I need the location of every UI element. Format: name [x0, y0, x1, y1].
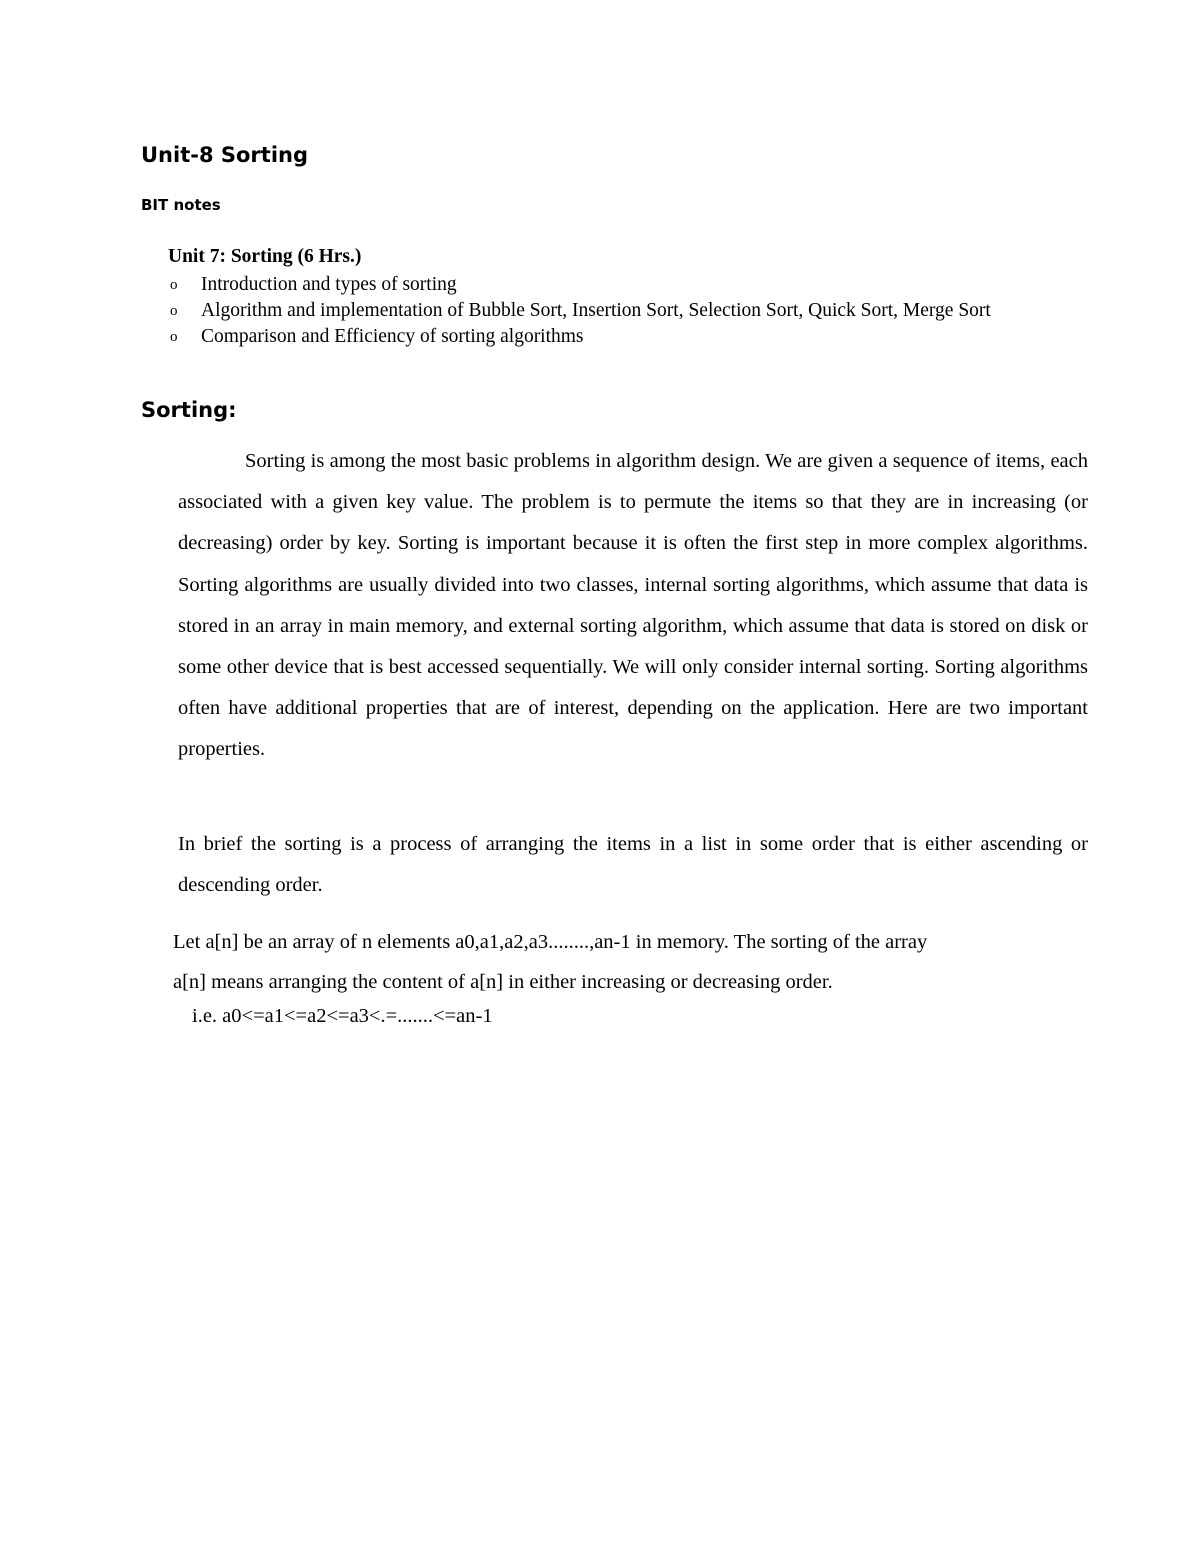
syllabus-item-text: Algorithm and implementation of Bubble Sort, Insertion Sort, Selection Sort, Quick Sort, Merge Sort — [201, 300, 991, 321]
page-title: Unit-8 Sorting — [141, 143, 309, 167]
syllabus-list-item — [168, 324, 1038, 350]
bullet-icon: o — [170, 277, 178, 293]
syllabus-block — [168, 244, 1038, 350]
syllabus-heading: Unit 7: Sorting (6 Hrs.) — [168, 246, 362, 267]
array-definition-line: Let a[n] be an array of n elements a0,a1,a2,a3........,an-1 in memory. The sorting of the array — [173, 931, 928, 953]
syllabus-list — [168, 272, 1038, 350]
array-definition-line: a[n] means arranging the content of a[n] in either increasing or decreasing order. — [173, 971, 833, 993]
bullet-icon: o — [170, 303, 178, 319]
document-subtitle: BIT notes — [141, 196, 221, 214]
intro-paragraph: Sorting is among the most basic problems in algorithm design. We are given a sequence of items, each associated with a given key value. The problem is to permute the items so that they are in increasing (or decreasing) order by key. Sorting is important because it is often the first step in more complex algorithms. Sorting algorithms are usually divided into two classes, internal sorting algorithms, which assume that data is stored in an array in main memory, and external sorting algorithm, which assume that data is stored on disk or some other device that is best accessed sequentially. We will only consider internal sorting. Sorting algorithms often have additional properties that are of interest, depending on the application. Here are two important properties. — [178, 450, 1088, 761]
syllabus-list-item — [168, 272, 1038, 298]
ordering-formula: i.e. a0<=a1<=a2<=a3<.=.......<=an-1 — [192, 1005, 493, 1027]
syllabus-list-item — [168, 298, 1038, 324]
syllabus-item-text: Introduction and types of sorting — [201, 274, 457, 295]
section-heading-sorting: Sorting: — [141, 398, 237, 422]
summary-paragraph: In brief the sorting is a process of arranging the items in a list in some order that is either ascending or descending order. — [178, 833, 1088, 897]
bullet-icon: o — [170, 329, 178, 345]
syllabus-item-text: Comparison and Efficiency of sorting algorithms — [201, 326, 584, 347]
array-definition-paragraph — [173, 922, 1073, 1002]
